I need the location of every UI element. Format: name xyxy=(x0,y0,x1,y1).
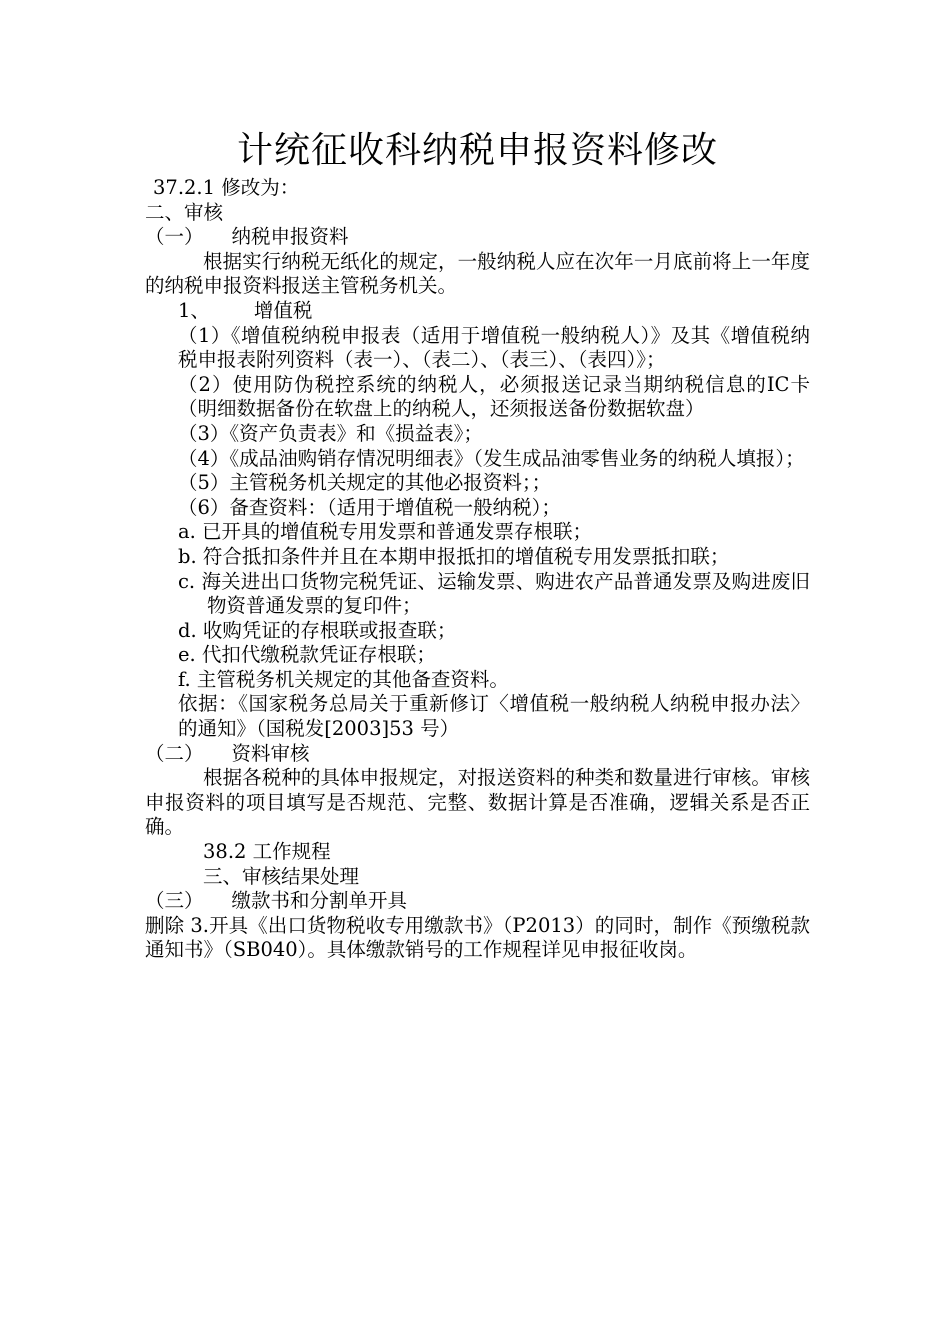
item-number: 1、 xyxy=(178,298,210,322)
heading-number: （一） xyxy=(145,225,204,249)
paragraph-deletion: 删除 3.开具《出口货物税收专用缴款书》（P2013）的同时，制作《预缴税款通知书》（SB040）。具体缴款销号的工作规程详见申报征收岗。 xyxy=(145,913,810,962)
list-item-6: （6）备查资料：（适用于增值税一般纳税）； xyxy=(178,495,561,519)
sub-item-c: c. 海关进出口货物完税凭证、运输发票、购进农产品普通发票及购进废旧物资普通发票的复印件； xyxy=(178,569,810,618)
document-title: 计统征收科纳税申报资料修改 xyxy=(236,130,718,171)
heading-text: 缴款书和分割单开具 xyxy=(231,889,408,913)
heading-number: （二） xyxy=(145,741,204,765)
heading-text: 纳税申报资料 xyxy=(231,225,349,249)
list-item-2: （2）使用防伪税控系统的纳税人，必须报送记录当期纳税信息的IC卡（明细数据备份在软盘上的纳税人，还须报送备份数据软盘） xyxy=(178,372,810,421)
item-vat-heading xyxy=(145,299,810,324)
heading-review: 二、审核 xyxy=(145,200,224,224)
list-item-5: （5）主管税务机关规定的其他必报资料；； xyxy=(178,471,552,495)
heading-1-declaration-materials xyxy=(145,225,810,250)
heading-2-material-review xyxy=(145,742,810,767)
list-item-1: （1）《增值税纳税申报表（适用于增值税一般纳税人）》及其《增值税纳税申报表附列资料（表一）、（表二）、（表三）、（表四）》； xyxy=(178,323,810,372)
heading-number: （三） xyxy=(145,889,204,913)
sub-item-d: d. 收购凭证的存根联或报查联； xyxy=(178,618,457,642)
sub-item-b: b. 符合抵扣条件并且在本期申报抵扣的增值税专用发票抵扣联； xyxy=(178,544,730,568)
list-item-4: （4）《成品油购销存情况明细表》（发生成品油零售业务的纳税人填报）； xyxy=(178,446,805,470)
section-ref-37-2-1: 37.2.1 修改为： xyxy=(153,176,300,199)
heading-text: 资料审核 xyxy=(231,741,310,765)
sub-item-f: f. 主管税务机关规定的其他备查资料。 xyxy=(178,667,509,691)
paragraph-paperless: 根据实行纳税无纸化的规定，一般纳税人应在次年一月底前将上一年度的纳税申报资料报送主管税务机关。 xyxy=(145,249,810,298)
basis-reference: 依据：《国家税务总局关于重新修订〈增值税一般纳税人纳税申报办法〉的通知》（国税发[2003]53 号） xyxy=(178,692,810,741)
heading-3-payment-slip xyxy=(145,889,810,914)
sub-item-e: e. 代扣代缴税款凭证存根联； xyxy=(178,643,436,667)
document-page xyxy=(145,128,810,963)
sub-item-a: a. 已开具的增值税专用发票和普通发票存根联； xyxy=(178,520,593,544)
section-ref-38-2: 38.2 工作规程 xyxy=(203,840,331,864)
item-text: 增值税 xyxy=(253,298,313,322)
heading-review-result: 三、审核结果处理 xyxy=(203,864,360,888)
list-item-3: （3）《资产负责表》和《损益表》； xyxy=(178,421,483,445)
paragraph-review-rules: 根据各税种的具体申报规定，对报送资料的种类和数量进行审核。审核申报资料的项目填写是否规范、完整、数据计算是否准确，逻辑关系是否正确。 xyxy=(145,766,810,839)
